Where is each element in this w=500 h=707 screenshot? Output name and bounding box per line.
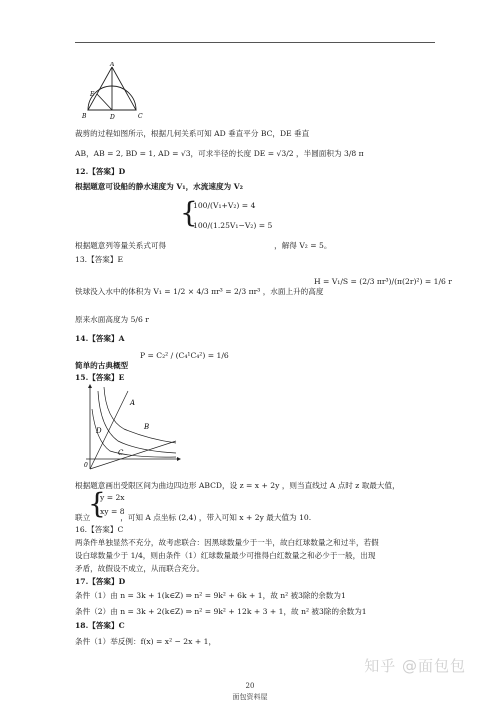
q15-figure — [78, 383, 182, 473]
q16-line1: 两条件单独显然不充分，故考虑联合：因黑球数量少于一半，故白红球数量之和过半，若假 — [75, 538, 379, 547]
q15-brace: { — [88, 487, 106, 520]
q12-line1: 根据题意可设船的静水速度为 V₁，水流速度为 V₂ — [75, 182, 244, 191]
q11-de-expr: DE = √3/2 — [253, 149, 294, 158]
q12-line2 — [75, 240, 331, 251]
q15-line2b: ，可知 A 点坐标 (2,4) ，带入可知 x + 2y 最大值为 10. — [120, 513, 312, 522]
q17-cond1: 条件（1）由 n = 3k + 1(k∈Z) ⇒ n² = 9k² + 6k + 1，故 n² 被3除的余数为1 — [75, 591, 346, 600]
q13-answer: 13.【答案】E — [75, 255, 123, 264]
footer-source: 面包资料屋 — [232, 693, 268, 701]
q11-label-a: A — [110, 62, 115, 68]
q18-cond1: 条件（1）举反例：f(x) = x² − 2x + 1， — [75, 637, 217, 646]
q13-line1 — [75, 286, 323, 297]
q14-title: 简单的古典概型 — [75, 361, 129, 370]
q15-label-c: C — [118, 449, 124, 457]
zhihu-watermark: 知乎 @面包包 — [364, 657, 466, 675]
q11-label-d: D — [110, 114, 115, 121]
q11-label-c: C — [138, 113, 143, 120]
q15-system-eq1: y = 2x — [100, 493, 125, 502]
q11-label-e: E — [90, 91, 95, 98]
q18-answer: 18.【答案】C — [75, 621, 125, 630]
q15-line2 — [75, 512, 311, 523]
q11-figure — [80, 62, 160, 124]
q13-line2: 原来水面高度为 5/6 r — [75, 315, 149, 324]
header-rule — [75, 42, 435, 43]
q13-line1a: 铁球没入水中的体积为 V₁ = 1/2 × 4/3 πr³ = 2/3 πr³ — [75, 287, 261, 296]
q12-brace: { — [180, 196, 198, 229]
q12-system-eq1: 100/(V₁+V₂) = 4 — [193, 201, 256, 210]
q15-line2a: 联立 — [75, 513, 91, 522]
q14-expr: P = C₂² / (C₄¹C₄²) = 1/6 — [140, 351, 229, 360]
q12-answer: 12.【答案】D — [75, 167, 126, 176]
q11-line2a: AB，AB = 2, BD = 1, AD = √3，可求半径的长度 — [75, 149, 252, 158]
q14-answer: 14.【答案】A — [75, 334, 125, 343]
q11-label-b: B — [82, 113, 87, 120]
q13-line1b: ，水面上升的高度 — [262, 287, 324, 296]
q16-line2: 设白球数量少于 1/4，则由条件（1）红球数量最少可推得白红数量之和必少于一般，出现 — [75, 551, 376, 560]
q15-answer: 15.【答案】E — [75, 373, 125, 382]
q16-answer: 16.【答案】C — [75, 525, 124, 534]
q12-line2a: 根据题意列等量关系式可得 — [75, 241, 167, 250]
q15-label-b: B — [144, 423, 150, 431]
q11-text-line1: 裁剪的过程如图所示，根据几何关系可知 AD 垂直平分 BC，DE 垂直 — [75, 129, 310, 138]
q16-line3: 矛盾，故假设不成立，从而联合充分。 — [75, 564, 205, 573]
q15-system-eq2: xy = 8 — [100, 507, 125, 516]
q12-system-eq2: 100/(1.25V₁−V₂) = 5 — [193, 221, 273, 230]
q15-label-origin: 0 — [84, 462, 88, 469]
q17-cond2: 条件（2）由 n = 3k + 2(k∈Z) ⇒ n² = 9k² + 12k + 3 + 1，故 n² 被3除的余数为1 — [75, 607, 367, 616]
q15-label-d: D — [96, 427, 102, 435]
q11-line2b: ，半圆面积为 3/8 π — [296, 149, 364, 158]
page-number: 20 — [245, 682, 255, 690]
q15-label-a: A — [130, 399, 136, 407]
q15-line1: 根据题意画出受限区间为曲边四边形 ABCD，设 z = x + 2y ，则当直线过 A 点时 z 取最大值， — [75, 481, 400, 490]
q13-h-expr: H = V₁/S = (2/3 πr³)/(π(2r)²) = 1/6 r — [314, 277, 452, 286]
q12-line2b: ，解得 V₂ = 5。 — [274, 241, 332, 250]
q11-text-line2 — [75, 148, 364, 159]
q17-answer: 17.【答案】D — [75, 577, 126, 586]
